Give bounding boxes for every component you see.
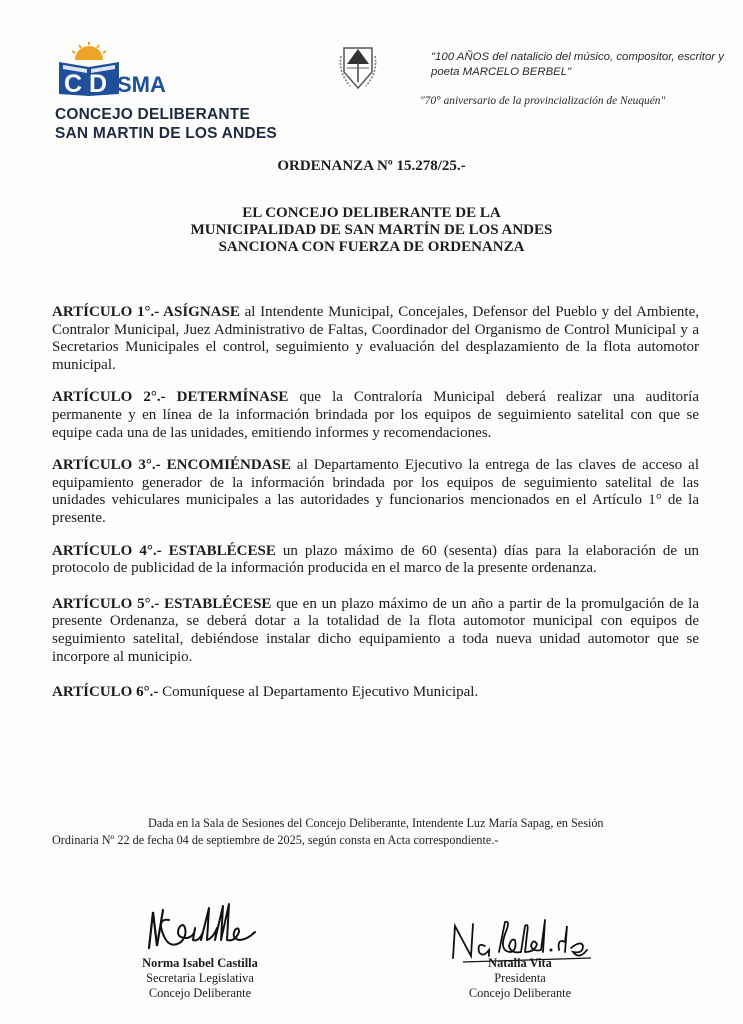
article-5 [52, 596, 699, 666]
article-text: al Intendente Municipal, Concejales, Defensor del Pueblo y del Ambiente, Contralor Municipal, Juez Administrativo de Faltas, Coordinador del Organismo de Control Municipal y a Secretarios Municipales el control, seguimiento y evaluación del desplazamiento de la flota automotor municipal. [52, 304, 699, 373]
signatory-name: Norma Isabel Castilla [142, 956, 258, 970]
article-lead: ARTÍCULO 4°.- ESTABLÉCESE [52, 542, 276, 559]
org-name-line1: CONCEJO DELIBERANTE [55, 106, 250, 123]
signatory-name: Natalia Vita [488, 956, 552, 970]
closing-statement [52, 815, 702, 849]
article-text: al Departamento Ejecutivo la entrega de las claves de acceso al equipamiento generador de la información brindada por los equipos de seguimiento satelital de las unidades vehiculares municipales a las autoridades y funcionarios mencionados en el Artículo 1° de la presente. [52, 457, 699, 526]
motto-berbel: "100 AÑOS del natalicio del músico, compositor, escritor y poeta MARCELO BERBEL" [431, 51, 724, 78]
svg-text:SMA: SMA [117, 72, 166, 96]
signature-block-presidenta [445, 912, 595, 1001]
svg-text:D: D [89, 70, 108, 96]
article-text: Comuníquese al Departamento Ejecutivo Municipal. [158, 684, 479, 701]
org-name-line2: SAN MARTIN DE LOS ANDES [55, 125, 277, 142]
closing-line-1: Dada en la Sala de Sesiones del Concejo Deliberante, Intendente Luz María Sapag, en Sesión [148, 816, 604, 830]
svg-text:C: C [64, 70, 83, 96]
article-text: que en un plazo máximo de un año a partir de la promulgación de la presente Ordenanza, se deberá dotar a la totalidad de la flota automotor municipal con equipos de seguimiento satelital, debiéndose instalar dicho equipamiento a toda nueva unidad automotor que se incorpore al municipio. [52, 595, 699, 665]
neuquen-crest-icon [338, 42, 378, 90]
motto-provincializacion: "70° aniversario de la provincialización de Neuquén" [420, 95, 666, 107]
signatory-role: Presidenta [494, 971, 546, 985]
article-text: que la Contraloría Municipal deberá realizar una auditoría permanente y en línea de la información brindada por los equipos de seguimiento satelital con que se equipe cada una de las unidades, emitiendo informes y recomendaciones. [52, 389, 699, 441]
article-lead: ARTÍCULO 3°.- ENCOMIÉNDASE [52, 457, 291, 474]
article-2 [52, 389, 699, 442]
cdsma-logo-icon [55, 40, 175, 96]
articles-list [52, 304, 699, 717]
sanction-line: MUNICIPALIDAD DE SAN MARTÍN DE LOS ANDES [190, 222, 553, 238]
sanction-heading [0, 205, 743, 256]
closing-line-2: Ordinaria Nº 22 de fecha 04 de septiembre de 2025, según consta en Acta correspondiente.- [52, 833, 499, 847]
article-text: un plazo máximo de 60 (sesenta) días para la elaboración de un protocolo de publicidad de la información producida en el marco de la presente ordenanza. [52, 542, 699, 577]
sanction-line: EL CONCEJO DELIBERANTE DE LA [242, 205, 501, 221]
signatory-body: Concejo Deliberante [148, 986, 252, 1000]
handwritten-signature-castilla [135, 898, 265, 956]
article-lead: ARTÍCULO 5°.- ESTABLÉCESE [52, 595, 272, 612]
article-6 [52, 684, 699, 702]
signature-block-secretaria [130, 898, 270, 1001]
article-lead: ARTÍCULO 2°.- DETERMÍNASE [52, 389, 289, 406]
article-lead: ARTÍCULO 1°.- ASÍGNASE [52, 304, 240, 320]
article-1 [52, 304, 699, 374]
sanction-line: SANCIONA CON FUERZA DE ORDENANZA [218, 239, 525, 255]
article-3 [52, 457, 699, 527]
signatory-role: Secretaria Legislativa [146, 971, 254, 985]
signatory-body: Concejo Deliberante [468, 986, 572, 1000]
cdsma-logo-block [55, 40, 305, 143]
article-lead: ARTÍCULO 6°.- [52, 684, 159, 701]
article-4 [52, 543, 699, 578]
ordinance-number: ORDENANZA Nº 15.278/25.- [277, 158, 466, 174]
